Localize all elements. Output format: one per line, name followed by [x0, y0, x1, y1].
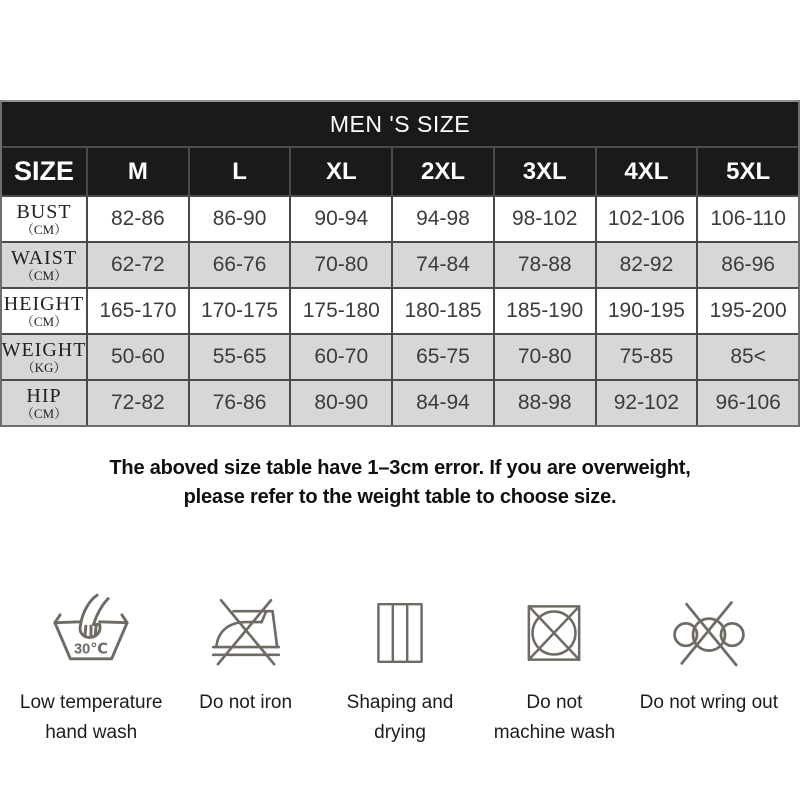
table-cell: 72-82 — [88, 381, 188, 425]
do-not-machine-wash-icon — [517, 594, 591, 672]
column-header-3xl: 3XL — [495, 148, 595, 195]
table-cell: 78-88 — [495, 243, 595, 287]
care-item-drip-dry — [323, 590, 477, 748]
care-item-hand-wash — [14, 590, 168, 748]
table-cell: 65-75 — [393, 335, 493, 379]
table-cell: 66-76 — [190, 243, 290, 287]
table-cell: 50-60 — [88, 335, 188, 379]
table-cell: 86-90 — [190, 197, 290, 241]
corner-header-size: SIZE — [2, 148, 86, 195]
care-instructions — [0, 590, 800, 748]
svg-text:30℃: 30℃ — [74, 641, 109, 658]
row-unit-text: （CM） — [20, 405, 68, 421]
row-label-text: WAIST — [10, 246, 78, 269]
table-cell: 175-180 — [291, 289, 391, 333]
column-header-xl: XL — [291, 148, 391, 195]
table-cell: 170-175 — [190, 289, 290, 333]
care-caption: Low temperature hand wash — [19, 692, 163, 743]
drip-dry-icon — [364, 594, 436, 672]
table-cell: 180-185 — [393, 289, 493, 333]
table-cell: 62-72 — [88, 243, 188, 287]
row-unit-text: （KG） — [21, 359, 67, 375]
row-label-text: HEIGHT — [3, 292, 85, 315]
care-item-do-not-wring — [632, 590, 786, 748]
table-cell: 165-170 — [88, 289, 188, 333]
table-title: MEN 'S SIZE — [2, 102, 798, 146]
table-cell: 90-94 — [291, 197, 391, 241]
table-cell: 98-102 — [495, 197, 595, 241]
table-cell: 55-65 — [190, 335, 290, 379]
do-not-wring-icon — [667, 593, 751, 673]
row-label-text: WEIGHT — [1, 338, 87, 361]
column-header-4xl: 4XL — [597, 148, 697, 195]
row-label-bust — [2, 197, 86, 241]
row-label-waist — [2, 243, 86, 287]
table-cell: 75-85 — [597, 335, 697, 379]
row-label-hip — [2, 381, 86, 425]
table-cell: 190-195 — [597, 289, 697, 333]
size-table — [0, 100, 800, 427]
table-cell: 82-86 — [88, 197, 188, 241]
table-cell: 88-98 — [495, 381, 595, 425]
care-caption: Shaping and drying — [346, 692, 454, 743]
column-header-2xl: 2XL — [393, 148, 493, 195]
care-caption: Do not wring out — [639, 692, 778, 713]
care-item-do-not-iron — [168, 590, 322, 748]
table-cell: 102-106 — [597, 197, 697, 241]
table-cell: 86-96 — [698, 243, 798, 287]
table-cell: 80-90 — [291, 381, 391, 425]
row-unit-text: （CM） — [20, 221, 68, 237]
table-cell: 92-102 — [597, 381, 697, 425]
table-cell: 60-70 — [291, 335, 391, 379]
row-unit-text: （CM） — [20, 267, 68, 283]
table-cell: 85< — [698, 335, 798, 379]
size-note — [0, 454, 800, 512]
do-not-iron-icon — [207, 594, 285, 672]
table-cell: 70-80 — [291, 243, 391, 287]
table-cell: 74-84 — [393, 243, 493, 287]
size-note-line2: please refer to the weight table to choose size. — [183, 486, 617, 508]
table-cell: 106-110 — [698, 197, 798, 241]
table-cell: 94-98 — [393, 197, 493, 241]
table-cell: 195-200 — [698, 289, 798, 333]
row-unit-text: （CM） — [20, 313, 68, 329]
care-caption: Do not iron — [199, 692, 293, 713]
size-note-line1: The aboved size table have 1–3cm error. If you are overweight, — [109, 457, 691, 479]
table-cell: 185-190 — [495, 289, 595, 333]
care-caption: Do not machine wash — [493, 692, 616, 743]
hand-wash-30-icon — [47, 590, 135, 676]
table-cell: 76-86 — [190, 381, 290, 425]
table-cell: 82-92 — [597, 243, 697, 287]
column-header-m: M — [88, 148, 188, 195]
row-label-text: BUST — [16, 200, 72, 223]
row-label-weight — [2, 335, 86, 379]
column-header-l: L — [190, 148, 290, 195]
column-header-5xl: 5XL — [698, 148, 798, 195]
table-cell: 84-94 — [393, 381, 493, 425]
table-cell: 96-106 — [698, 381, 798, 425]
row-label-text: HIP — [26, 384, 62, 407]
row-label-height — [2, 289, 86, 333]
table-cell: 70-80 — [495, 335, 595, 379]
care-item-do-not-machine-wash — [477, 590, 631, 748]
